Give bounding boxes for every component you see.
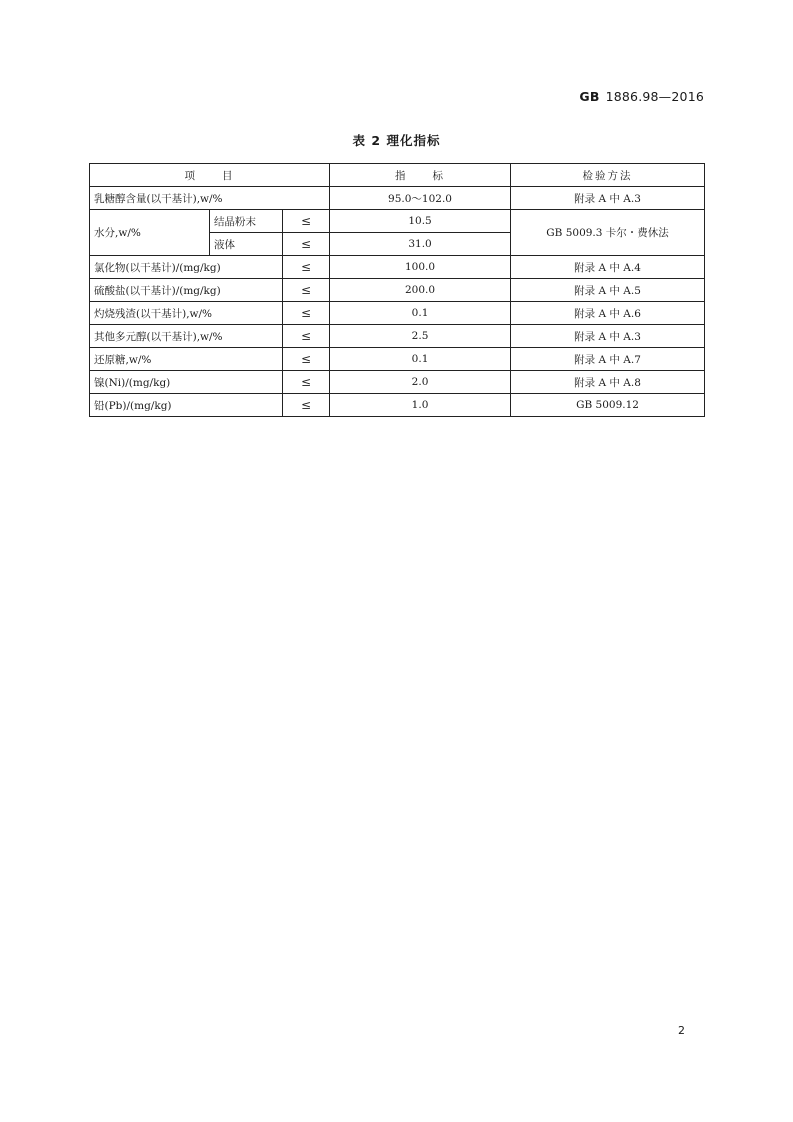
table-row <box>90 210 705 233</box>
row-method: GB 5009.3 卡尔・费休法 <box>511 210 705 256</box>
row-item: 镍(Ni)/(mg/kg) <box>90 371 283 394</box>
row-limit: ≤ <box>283 325 330 348</box>
table-row <box>90 325 705 348</box>
row-method: 附录 A 中 A.5 <box>511 279 705 302</box>
page-number: 2 <box>678 1024 685 1037</box>
header-item: 项 目 <box>90 164 330 187</box>
row-sub-label: 液体 <box>210 233 283 256</box>
table-row <box>90 348 705 371</box>
row-item: 其他多元醇(以干基计),w/% <box>90 325 283 348</box>
row-value: 31.0 <box>330 233 511 256</box>
row-limit: ≤ <box>283 371 330 394</box>
row-item: 氯化物(以干基计)/(mg/kg) <box>90 256 283 279</box>
row-limit: ≤ <box>283 394 330 417</box>
row-value: 2.0 <box>330 371 511 394</box>
physicochemical-index-table <box>89 163 705 417</box>
table-title: 表 2 理化指标 <box>352 133 441 148</box>
row-item: 硫酸盐(以干基计)/(mg/kg) <box>90 279 283 302</box>
row-item: 灼烧残渣(以干基计),w/% <box>90 302 283 325</box>
table-header-row <box>90 164 705 187</box>
row-value: 2.5 <box>330 325 511 348</box>
row-method: 附录 A 中 A.6 <box>511 302 705 325</box>
header-method: 检验方法 <box>511 164 705 187</box>
standard-code <box>579 89 704 104</box>
row-limit: ≤ <box>283 348 330 371</box>
row-method: 附录 A 中 A.4 <box>511 256 705 279</box>
row-limit: ≤ <box>283 256 330 279</box>
row-limit: ≤ <box>283 302 330 325</box>
row-value: 100.0 <box>330 256 511 279</box>
table-row <box>90 256 705 279</box>
table-row <box>90 302 705 325</box>
row-method: 附录 A 中 A.3 <box>511 187 705 210</box>
row-item: 乳糖醇含量(以干基计),w/% <box>90 187 330 210</box>
row-limit: ≤ <box>283 233 330 256</box>
row-limit: ≤ <box>283 210 330 233</box>
row-method: GB 5009.12 <box>511 394 705 417</box>
standard-number: 1886.98—2016 <box>605 89 704 104</box>
row-limit: ≤ <box>283 279 330 302</box>
row-item: 还原糖,w/% <box>90 348 283 371</box>
table-row <box>90 279 705 302</box>
standard-prefix: GB <box>579 89 600 104</box>
row-value: 0.1 <box>330 348 511 371</box>
table-row <box>90 187 705 210</box>
row-value: 95.0～102.0 <box>330 187 511 210</box>
header-index: 指 标 <box>330 164 511 187</box>
row-method: 附录 A 中 A.7 <box>511 348 705 371</box>
table-row <box>90 394 705 417</box>
row-method: 附录 A 中 A.8 <box>511 371 705 394</box>
row-value: 10.5 <box>330 210 511 233</box>
row-method: 附录 A 中 A.3 <box>511 325 705 348</box>
row-value: 0.1 <box>330 302 511 325</box>
row-item: 水分,w/% <box>90 210 210 256</box>
row-item: 铅(Pb)/(mg/kg) <box>90 394 283 417</box>
table-row <box>90 371 705 394</box>
row-value: 1.0 <box>330 394 511 417</box>
row-value: 200.0 <box>330 279 511 302</box>
row-sub-label: 结晶粉末 <box>210 210 283 233</box>
